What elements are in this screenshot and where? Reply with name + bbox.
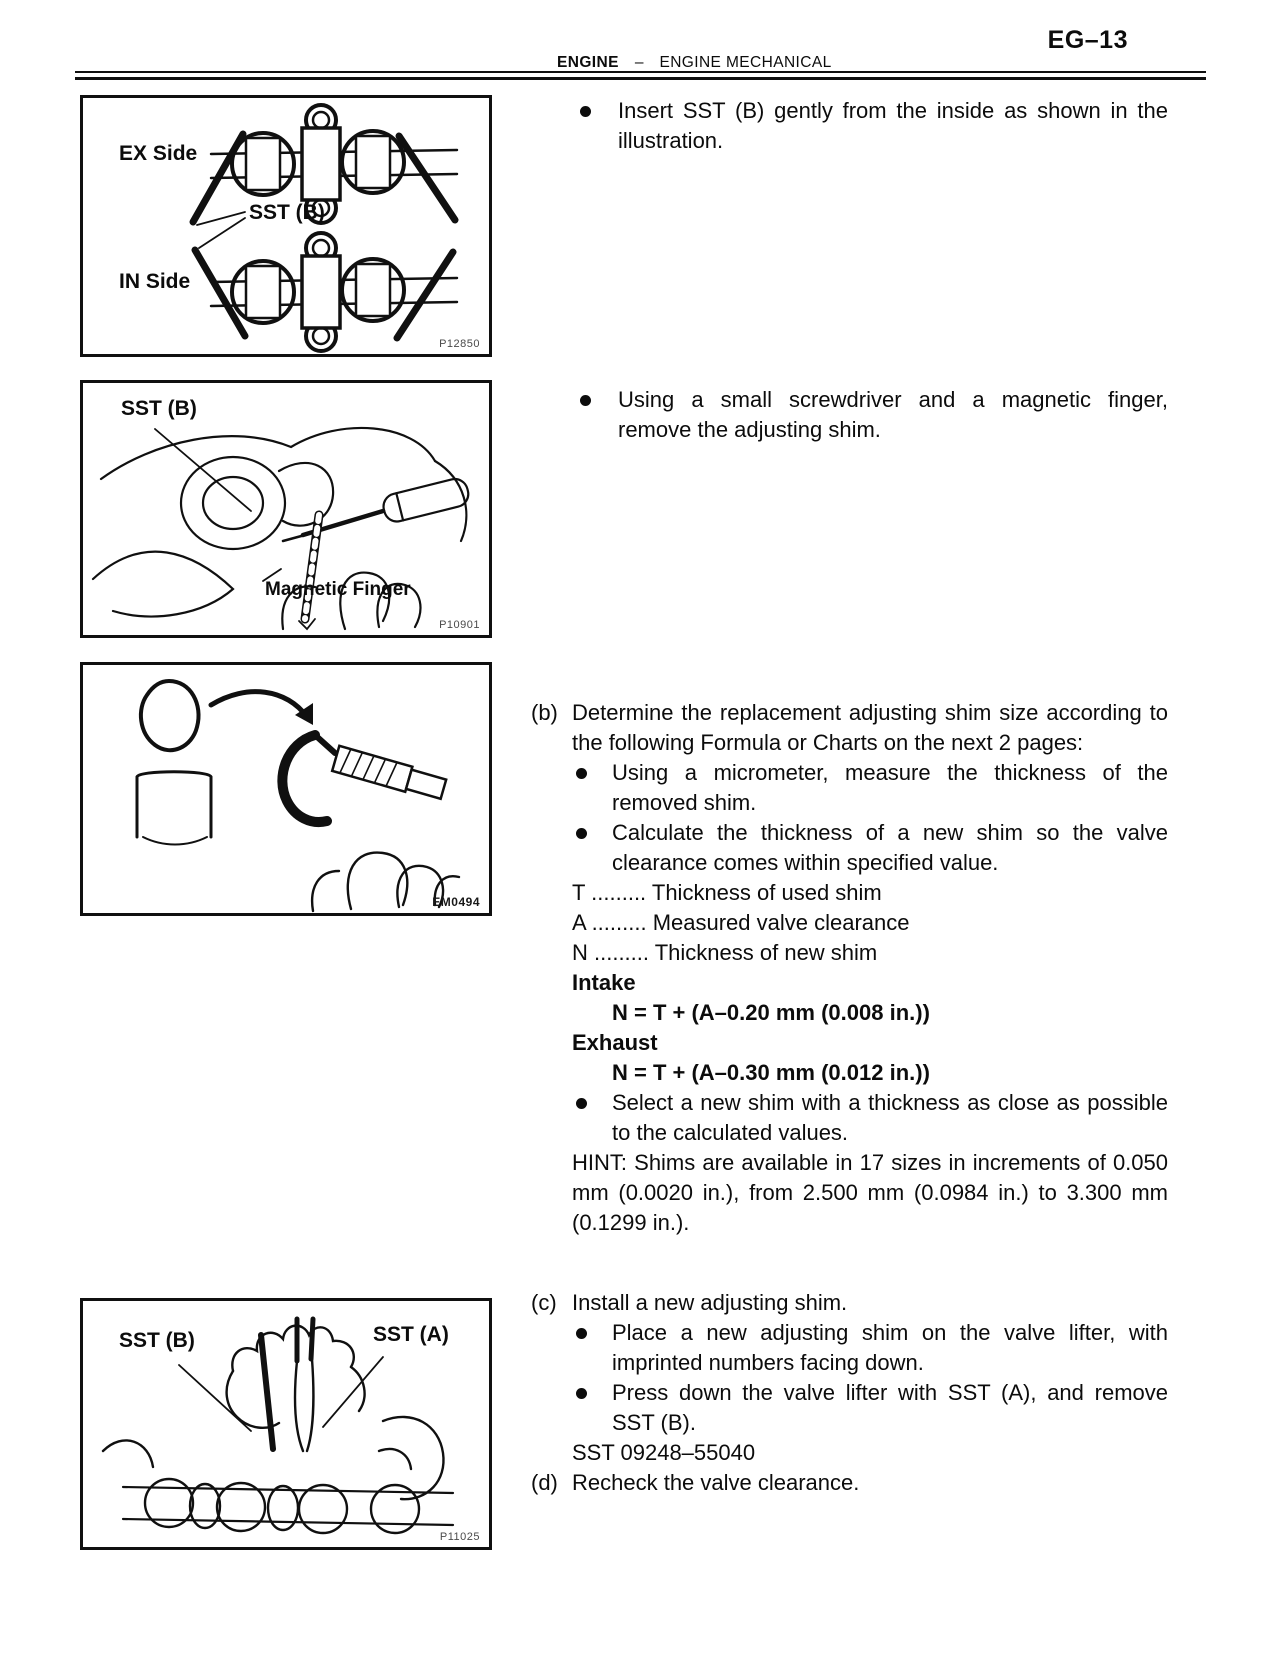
step-label: (d) (531, 1470, 558, 1495)
bullet-icon (576, 828, 587, 839)
instruction-text: Select a new shim with a thickness as close as possible to the calculated values. (612, 1090, 1168, 1145)
figure-micrometer (80, 662, 492, 916)
exhaust-label: Exhaust (572, 1030, 658, 1055)
label-sst-a: SST (A) (373, 1323, 449, 1346)
legend-a: A ......... Measured valve clearance (572, 910, 910, 935)
bullet-icon (576, 768, 587, 779)
figure-sst-tools (80, 1298, 492, 1550)
figure-code: P12850 (439, 338, 480, 350)
step-text: Recheck the valve clearance. (572, 1470, 860, 1495)
figure-code: EM0494 (432, 895, 480, 909)
step-b-heading (531, 698, 1168, 758)
header-rule-top (75, 71, 1206, 73)
step-text: Determine the replacement adjusting shim size according to the following Formula or Charts on the next 2 pages: (572, 700, 1168, 755)
label-magnetic-finger: Magnetic Finger (265, 579, 411, 600)
header-dash: – (634, 54, 644, 71)
label-sst-b: SST (B) (119, 1329, 195, 1352)
bullet-icon (580, 106, 591, 117)
intake-formula: N = T + (A–0.20 mm (0.008 in.)) (612, 1000, 930, 1025)
camshaft-caps-illustration (83, 98, 489, 354)
label-sst-b: SST (B) (121, 397, 197, 420)
instruction-block-remove-shim (572, 385, 1168, 445)
bullet-item (572, 1088, 1168, 1148)
step-c-heading (531, 1288, 1168, 1318)
bullet-icon (580, 395, 591, 406)
label-sst-b: SST (B) (249, 201, 325, 224)
instruction-block-insert-sst (572, 96, 1168, 156)
step-text: Install a new adjusting shim. (572, 1290, 848, 1315)
header-rule-bottom (75, 77, 1206, 80)
intake-label: Intake (572, 970, 636, 995)
instruction-text: Using a small screwdriver and a magnetic finger, remove the adjusting shim. (618, 387, 1168, 442)
bullet-item (572, 818, 1168, 878)
legend-t: T ......... Thickness of used shim (572, 880, 882, 905)
micrometer-illustration (83, 665, 489, 913)
step-b-block (531, 698, 1168, 1238)
page-number: EG–13 (1047, 26, 1128, 54)
bullet-icon (576, 1388, 587, 1399)
exhaust-formula: N = T + (A–0.30 mm (0.012 in.)) (612, 1060, 930, 1085)
sst-number: SST 09248–55040 (572, 1440, 756, 1465)
bullet-icon (576, 1328, 587, 1339)
legend-n: N ......... Thickness of new shim (572, 940, 878, 965)
bullet-item (572, 385, 1168, 445)
instruction-text: Place a new adjusting shim on the valve lifter, with imprinted numbers facing down. (612, 1320, 1168, 1375)
bullet-item (572, 1318, 1168, 1378)
step-d-heading (531, 1468, 1168, 1498)
page-header (557, 54, 832, 72)
header-subsection: ENGINE MECHANICAL (659, 54, 832, 71)
label-ex-side: EX Side (119, 142, 198, 165)
bullet-icon (576, 1098, 587, 1109)
figure-camshaft-caps (80, 95, 492, 357)
instruction-text: Press down the valve lifter with SST (A), and remove SST (B). (612, 1380, 1168, 1435)
bullet-item (572, 96, 1168, 156)
header-section: ENGINE (557, 54, 619, 71)
hint-text: HINT: Shims are available in 17 sizes in increments of 0.050 mm (0.0020 in.), from 2.500 mm (0.0984 in.) to 3.300 mm (0.1299 in.). (572, 1150, 1168, 1235)
instruction-text: Insert SST (B) gently from the inside as shown in the illustration. (618, 98, 1168, 153)
bullet-item (572, 1378, 1168, 1438)
step-label: (c) (531, 1290, 557, 1315)
figure-code: P11025 (439, 1531, 480, 1543)
step-label: (b) (531, 700, 558, 725)
instruction-text: Using a micrometer, measure the thickness of the removed shim. (612, 760, 1168, 815)
step-c-d-block (531, 1288, 1168, 1498)
bullet-item (572, 758, 1168, 818)
instruction-text: Calculate the thickness of a new shim so the valve clearance comes within specified value. (612, 820, 1168, 875)
figure-magnetic-finger (80, 380, 492, 638)
figure-code: P10901 (439, 619, 480, 631)
label-in-side: IN Side (119, 270, 191, 293)
